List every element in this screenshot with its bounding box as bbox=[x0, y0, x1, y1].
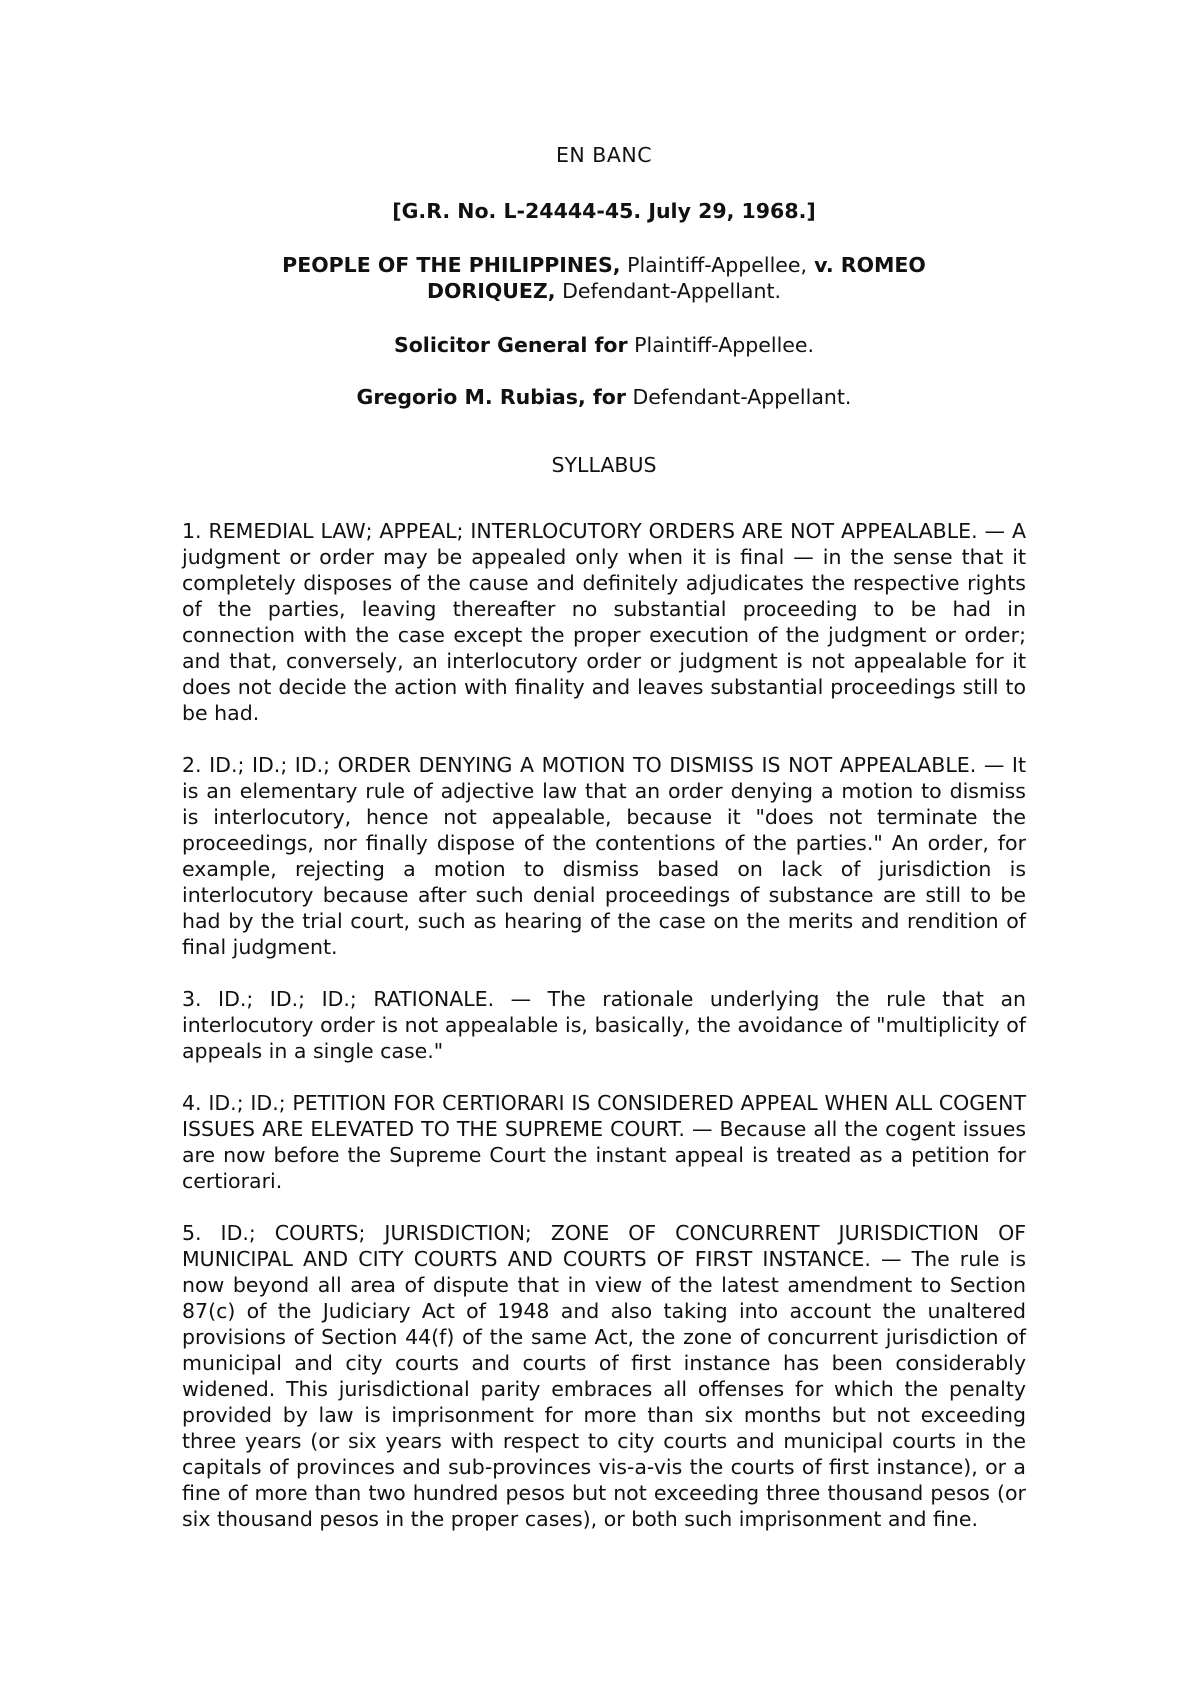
counsel2-role: Defendant-Appellant. bbox=[625, 385, 852, 409]
party2-name: ROMEO DORIQUEZ, bbox=[426, 253, 926, 303]
case-parties bbox=[182, 252, 1026, 304]
syllabus-paragraph-5: 5. ID.; COURTS; JURISDICTION; ZONE OF CONCURRENT JURISDICTION OF MUNICIPAL AND CITY COURTS AND COURTS OF FIRST INSTANCE. — The rule is now beyond all area of dispute that in view of the latest amendment to Section 87(c) of the Judiciary Act of 1948 and also taking into account the unaltered provisions of Section 44(f) of the same Act, the zone of concurrent jurisdiction of municipal and city courts and courts of first instance has been considerably widened. This jurisdictional parity embraces all offenses for which the penalty provided by law is imprisonment for more than six months but not exceeding three years (or six years with respect to city courts and municipal courts in the capitals of provinces and sub-provinces vis-a-vis the courts of first instance), or a fine of more than two hundred pesos but not exceeding three thousand pesos (or six thousand pesos in the proper cases), or both such imprisonment and fine. bbox=[182, 1221, 1026, 1531]
party2-role: Defendant-Appellant. bbox=[555, 279, 782, 303]
syllabus-paragraph-3: 3. ID.; ID.; ID.; RATIONALE. — The rationale underlying the rule that an interlocutory order is not appealable is, basically, the avoidance of "multiplicity of appeals in a single case." bbox=[182, 987, 1026, 1063]
counsel1-name: Solicitor General for bbox=[393, 333, 628, 357]
party1-name: PEOPLE OF THE PHILIPPINES, bbox=[282, 253, 621, 277]
gr-number-text: [G.R. No. L-24444-45. July 29, 1968.] bbox=[392, 199, 816, 223]
counsel1-role: Plaintiff-Appellee. bbox=[627, 333, 815, 357]
counsel-defendant bbox=[182, 384, 1026, 410]
syllabus-paragraph-1: 1. REMEDIAL LAW; APPEAL; INTERLOCUTORY ORDERS ARE NOT APPEALABLE. — A judgment or order may be appealed only when it is final — in the sense that it completely disposes of the cause and definitely adjudicates the respective rights of the parties, leaving thereafter no substantial proceeding to be had in connection with the case except the proper execution of the judgment or order; and that, conversely, an interlocutory order or judgment is not appealable for it does not decide the action with finality and leaves substantial proceedings still to be had. bbox=[182, 519, 1026, 725]
syllabus-heading: SYLLABUS bbox=[551, 453, 657, 477]
case-number bbox=[182, 198, 1026, 224]
court-division: EN BANC bbox=[555, 143, 653, 167]
document-page bbox=[182, 142, 1026, 1558]
party1-role: Plaintiff-Appellee, bbox=[620, 253, 808, 277]
syllabus-paragraph-2: 2. ID.; ID.; ID.; ORDER DENYING A MOTION TO DISMISS IS NOT APPEALABLE. — It is an elementary rule of adjective law that an order denying a motion to dismiss is interlocutory, hence not appealable, because it "does not terminate the proceedings, nor finally dispose of the contentions of the parties." An order, for example, rejecting a motion to dismiss based on lack of jurisdiction is interlocutory because after such denial proceedings of substance are still to be had by the trial court, such as hearing of the case on the merits and rendition of final judgment. bbox=[182, 753, 1026, 959]
counsel-plaintiff bbox=[182, 332, 1026, 358]
versus-label: v. bbox=[807, 253, 841, 277]
syllabus-paragraph-4: 4. ID.; ID.; PETITION FOR CERTIORARI IS CONSIDERED APPEAL WHEN ALL COGENT ISSUES ARE ELEVATED TO THE SUPREME COURT. — Because all the cogent issues are now before the Supreme Court the instant appeal is treated as a petition for certiorari. bbox=[182, 1091, 1026, 1193]
counsel2-name: Gregorio M. Rubias, for bbox=[356, 385, 626, 409]
